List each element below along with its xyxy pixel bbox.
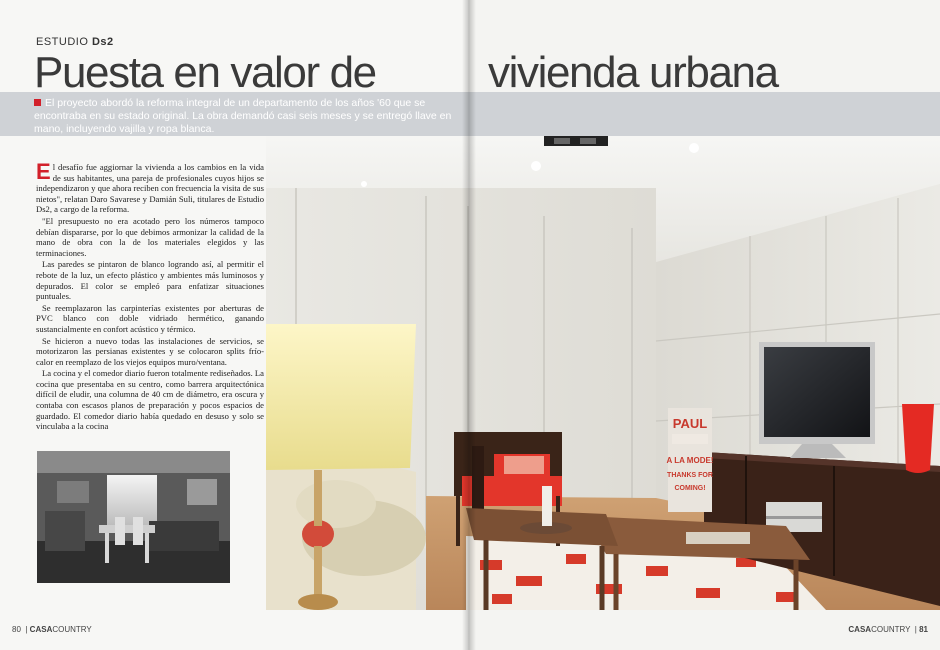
brand-country-left: COUNTRY [52, 625, 92, 634]
poster-line2: A LA MODE! [666, 456, 714, 465]
paragraph-text: l desafío fue aggiornar la vivienda a los cambios en la vida de sus habitantes, una pareja de profesionales cuyos hijos se independizaron y que ahora reciben con frecuencia la visita de sus nietos", relatan Daro Savarese y Damián Suli, titulares de Estudio Ds2, a cargo de la reforma. [36, 162, 264, 215]
section-name: ESTUDIO [36, 36, 89, 48]
headline-left: Puesta en valor de [34, 48, 376, 97]
deck-text [34, 97, 454, 136]
living-room-photo [266, 136, 940, 610]
paragraph-6: La cocina y el comedor diario fueron totalmente rediseñados. La cocina que presentaba en su centro, como barrera arquitectónica difícil de eludir, una columna de 40 cm de diámetro, era oscura y contaba con escasos planos de preparación y pocos espacios de guardado. El comedor diario había quedado en desuso y solo se vinculaba a la cocina [36, 368, 264, 432]
brand-casa-right: CASA [848, 625, 872, 634]
body-column [36, 159, 264, 433]
paragraph-3: Las paredes se pintaron de blanco logrando así, al permitir el rebote de la luz, un efecto plástico y ambientes más luminosos y depurados. El color se empleó para enfatizar situaciones puntuales. [36, 259, 264, 302]
brand-casa-left: CASA [29, 625, 53, 634]
folio-separator: | [912, 625, 920, 634]
paragraph-4: Se reemplazaron las carpinterías existentes por aberturas de PVC blanco con doble vidriado hermético, ganando sustancialmente en confort acústico y térmico. [36, 302, 264, 334]
brand-country-right: COUNTRY [871, 625, 911, 634]
spread-gutter [462, 0, 476, 650]
red-square-icon [34, 99, 41, 106]
section-brand: Ds2 [91, 36, 114, 48]
folio-left [12, 625, 92, 634]
folio-right [848, 625, 928, 634]
poster-line1: PAUL [672, 416, 708, 431]
poster-line3: THANKS FOR [667, 472, 713, 479]
before-photo [37, 451, 230, 583]
page-number-right: 81 [919, 625, 928, 634]
headline-right: vivienda urbana [488, 48, 778, 97]
before-photo-image [37, 451, 230, 583]
section-label [36, 36, 114, 48]
dropcap: E [36, 159, 51, 184]
folio-separator: | [23, 625, 30, 634]
deck-copy: El proyecto abordó la reforma integral de un departamento de los años '60 que se encontraba en su estado original. La obra demandó casi seis meses y se entregó llave en mano, incluyendo vajilla y ropa blanca. [34, 97, 452, 135]
living-room-illustration [266, 136, 940, 610]
paragraph-2: "El presupuesto no era acotado pero los números tampoco debían dispararse, por lo que debimos armonizar la calidad de la mano de obra con la de los materiales elegidos y las terminaciones. [36, 215, 264, 258]
poster-line4: COMING! [674, 485, 706, 492]
page-number-left: 80 [12, 625, 21, 634]
paragraph-1 [36, 159, 264, 215]
paragraph-5: Se hicieron a nuevo todas las instalaciones de servicios, se motorizaron las persianas existentes y se colocaron splits frío-calor en reemplazo de los viejos equipos muro/ventana. [36, 335, 264, 367]
